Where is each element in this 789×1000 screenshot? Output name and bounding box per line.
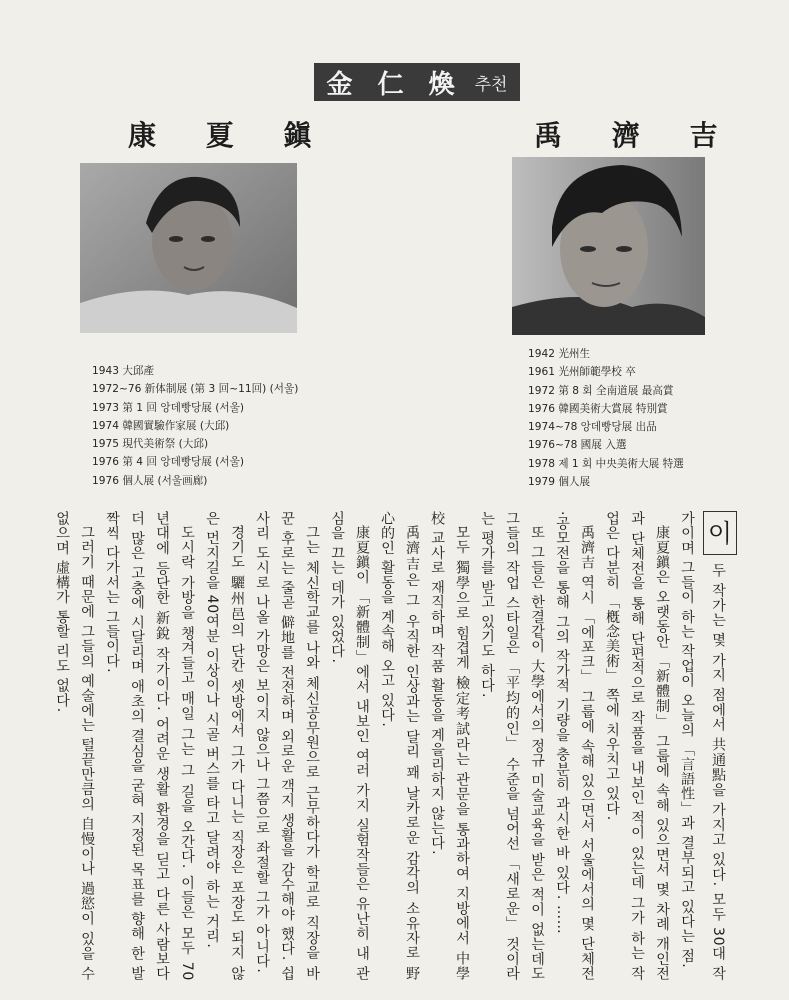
bio-item: 1976~78 國展 入選: [528, 439, 627, 452]
portrait-right-image: [512, 157, 705, 335]
recommender-name: 金 仁 煥: [326, 69, 463, 100]
essay-paragraph: [674, 511, 737, 981]
bio-item: 1973 第 1 回 앙데빵당展 (서울): [92, 401, 244, 414]
bio-item: 1979 個人展: [528, 476, 591, 489]
essay-paragraph: 그는 체신학교를 나와 체신공무원으로 근무하다가 학교로 직장을 바꾼 후로는 줄곧 僻地를 전전하며 외로운 객지 생활을 감수해야 했다. 쉽사리 도시로 나올 가망은 보이지 않으나 그쯤으로 좌절할 그가 아니다.: [254, 511, 320, 981]
essay-body: [54, 511, 737, 981]
artist-name-right: 禹 濟 吉: [534, 119, 738, 152]
bio-item: 1976 韓國美術大賞展 特別賞: [528, 402, 668, 415]
artist-photo-right: [512, 157, 705, 335]
bio-item: 1974 韓國實驗作家展 (大邱): [92, 419, 230, 432]
essay-paragraph: 康夏鎭이 「新體制」에서 내보인 여러 가지 실험작들은 유난히 내 관심을 끄는 데가 있었다.: [329, 511, 370, 981]
essay-paragraph: 禹濟吉은 그 우직한 인상과는 달리 꽤 날카로운 감각의 소유자로 野心的인 활동을 계속해 오고 있다.: [379, 511, 420, 981]
bio-item: 1975 現代美術祭 (大邱): [92, 438, 209, 451]
bio-item: 1972 第 8 회 全南道展 最高賞: [528, 384, 674, 397]
bio-item: 1978 제 1 회 中央美術大展 特選: [528, 457, 684, 470]
bio-list-right: [528, 345, 778, 491]
bio-item: 1976 第 4 回 앙데빵당展 (서울): [92, 456, 244, 469]
essay-paragraph: 도시락 가방을 챙겨들고 매일 그는 그 길을 오간다. 이들은 모두 70년대에 등단한 新銳 작가이다. 어려운 생활 환경을 딛고 다른 사람보다 더 많은 고충에 시달리며 애초의 결심을 굳혀 지정된 목표를 향해 한 발짝씩 다가서는 그들이다.: [104, 511, 195, 981]
essay-paragraph: 또 그들은 한결같이 大學에서의 정규 미술교육을 받은 적이 없는데도 그들의 작업 스타일은 「平均的인」 수준을 넘어선 「새로운」 것이라는 평가를 받고 있기도 하다.: [479, 511, 545, 981]
bio-list-left: [92, 362, 412, 490]
portrait-left-image: [80, 163, 297, 333]
recommender-banner: [314, 63, 520, 101]
artist-name-left: 康 夏 鎭: [128, 119, 332, 152]
bio-item: 1942 光州生: [528, 348, 591, 360]
drop-cap: 이: [703, 511, 737, 555]
essay-paragraph: 그러기 때문에 그들의 예술에는 털끝만큼의 自慢이나 過慾이 있을 수 없으며 虛構가 통할 리도 없다.: [54, 511, 95, 981]
bio-item: 1972~76 新体制展 (第 3 回~11回) (서울): [92, 383, 299, 396]
bio-item: 1961 光州師範學校 卒: [528, 366, 636, 379]
essay-paragraph: 경기도 驪州邑의 단칸 셋방에서 그가 다니는 직장은 포장도 되지 않은 먼지길을 40여분 이상이나 시골 버스를 타고 달려야 하는 거리.: [204, 511, 245, 981]
essay-paragraph: 모두 獨學으로 힘겹게 檢定考試라는 관문을 통과하여 지방에서 中學校 교사로 재직하며 작품 활동을 계을리하지 않는다.: [429, 511, 470, 981]
essay-paragraph: 禹濟吉 역시 「에포크」 그룹에 속해 있으면서 서울에서의 몇 단체전·공모전을 통해 그의 작가적 기량을 충분히 과시한 바 있다. ……: [554, 511, 595, 981]
recommendation-label: 추천: [474, 74, 508, 95]
essay-paragraph-text: 두 작가는 몇 가지 점에서 共通點을 가지고 있다. 모두 30대 작가이며 그들이 하는 작업이 오늘의 「言語性」과 결부되고 있다는 점.: [679, 511, 726, 981]
bio-item: 1943 大邱產: [92, 365, 155, 377]
essay-paragraph: 康夏鎭은 오랫동안 「新體制」 그룹에 속해 있으면서 몇 차례 개인전과 단체전을 통해 단편적으로 작품을 내보인 적이 있는데 그가 하는 작업은 다분히 「槪念美術」 쪽에 치우치고 있다.: [604, 511, 670, 981]
bio-item: 1976 個人展 (서울画廊): [92, 474, 208, 487]
artist-photo-left: [80, 163, 297, 333]
bio-item: 1974~78 앙데빵당展 出品: [528, 421, 657, 434]
